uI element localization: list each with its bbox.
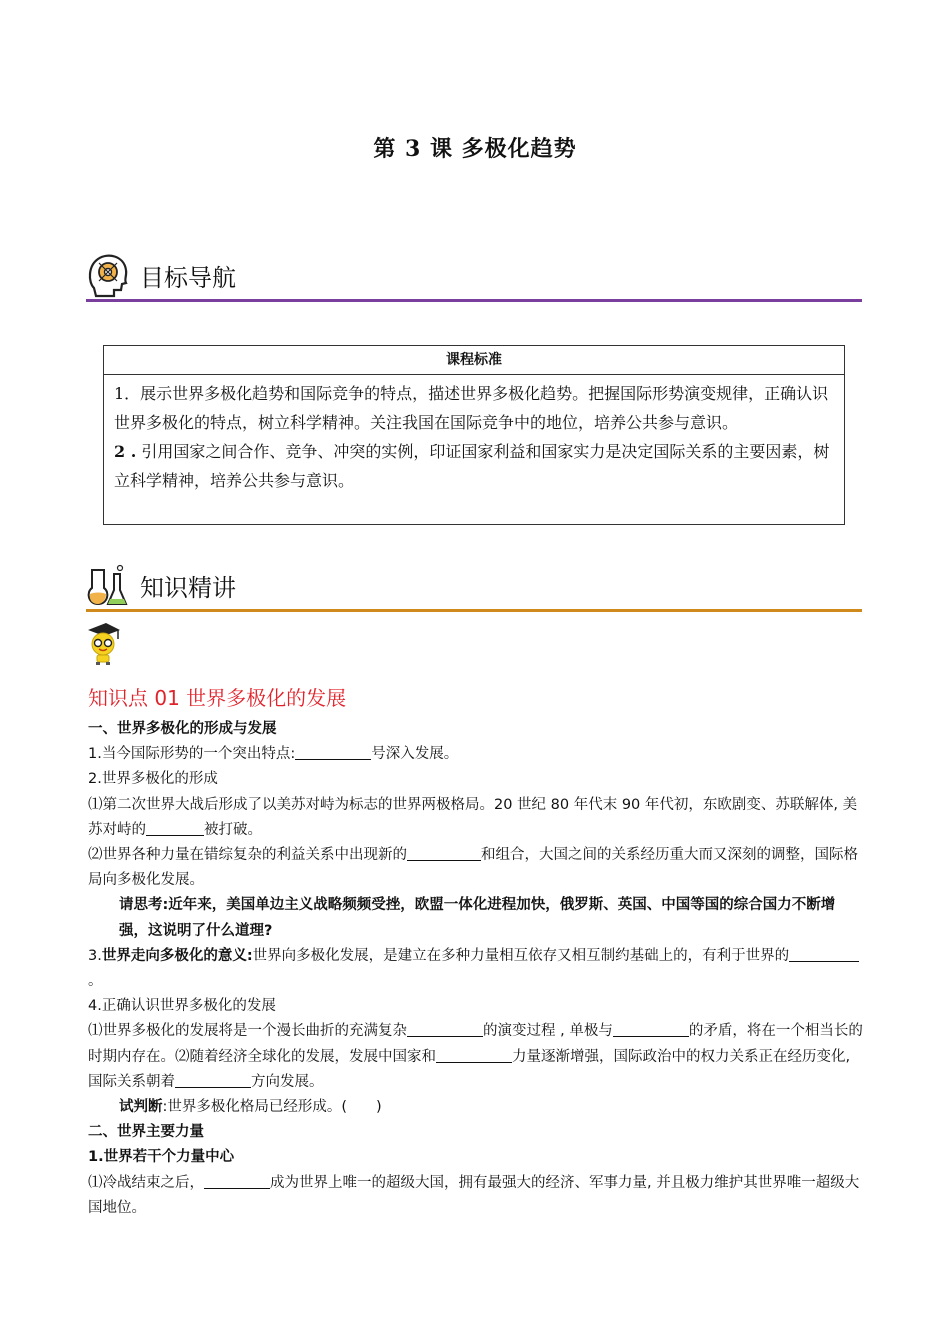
fill-blank[interactable]	[407, 1020, 483, 1037]
item-1-text-end: 号深入发展。	[371, 746, 459, 763]
heading-3: 1.世界若干个力量中心	[88, 1149, 235, 1166]
item-2-2-text: ⑵世界各种力量在错综复杂的利益关系中出现新的	[88, 847, 407, 864]
item-3	[88, 944, 864, 994]
standard-item-2-number: 2 .	[114, 442, 137, 461]
standards-box	[103, 345, 845, 525]
section-label: 知识精讲	[140, 574, 236, 602]
item-2: 2.世界多极化的形成	[88, 771, 218, 788]
item-4-1-text-4: 力量逐渐增强，国际政治中的权力关系正在经历变化, 国际关系朝着	[88, 1048, 851, 1090]
item-1	[88, 742, 864, 767]
judge-label: 试判断	[119, 1099, 163, 1116]
item-4-1-text-3: 的矛盾，将在一个相当长的时期内存在。⑵随着经济全球化的发展，发展中国家和	[88, 1023, 863, 1065]
lab-flask-icon	[86, 562, 130, 608]
item-4-1-text-end: 方向发展。	[251, 1073, 324, 1090]
judge-prompt	[88, 1095, 864, 1120]
fill-blank[interactable]	[613, 1020, 689, 1037]
item-4-1-text: ⑴世界多极化的发展将是一个漫长曲折的充满复杂	[88, 1023, 407, 1040]
section-rule	[86, 609, 862, 612]
item-3-text: 世界向多极化发展，是建立在多种力量相互依存又相互制约基础上的，有利于世界的	[252, 947, 790, 964]
knowledge-point-title: 知识点 01 世界多极化的发展	[88, 686, 347, 710]
item-4-1	[88, 1019, 864, 1095]
item-5-text-end: 成为世界上唯一的超级大国，拥有最强大的经济、军事力量, 并且极力维护其世界唯一超级大国地位。	[88, 1174, 860, 1216]
heading-1: 一、世界多极化的形成与发展	[88, 721, 277, 737]
fill-blank[interactable]	[175, 1071, 251, 1088]
page-title: 第 3 课 多极化趋势	[373, 136, 577, 162]
item-3-number: 3.	[88, 947, 102, 964]
fill-blank[interactable]	[204, 1172, 270, 1189]
item-3-bold: 世界走向多极化的意义:	[101, 947, 253, 964]
fill-blank[interactable]	[789, 945, 859, 962]
item-1-text: 1.当今国际形势的一个突出特点:	[88, 746, 296, 763]
fill-blank[interactable]	[146, 819, 204, 836]
head-gears-icon	[86, 252, 130, 298]
knowledge-content	[88, 717, 864, 1221]
standard-item-2	[114, 437, 834, 495]
fill-blank[interactable]	[295, 743, 371, 760]
item-2-2-text-end: 和组合，大国之间的关系经历重大而又深刻的调整，国际格局向多极化发展。	[88, 847, 858, 889]
heading-2: 二、世界主要力量	[88, 1124, 204, 1141]
item-4: 4.正确认识世界多极化的发展	[88, 998, 276, 1015]
item-4-1-text-2: 的演变过程 , 单极与	[483, 1023, 613, 1040]
standards-body	[104, 375, 844, 495]
standard-item-1: 1．展示世界多极化趋势和国际竞争的特点，描述世界多极化趋势。把握国际形势演变规律，正确认识世界多极化的特点，树立科学精神。关注我国在国际竞争中的地位，培养公共参与意识。	[114, 384, 829, 432]
section-rule	[86, 299, 862, 302]
fill-blank[interactable]	[407, 844, 481, 861]
item-2-1	[88, 793, 864, 843]
item-2-1-text-end: 被打破。	[204, 821, 262, 838]
item-5-text: ⑴冷战结束之后，	[88, 1174, 204, 1191]
judge-text: :世界多极化格局已经形成。( )	[162, 1099, 382, 1116]
section-header-goals	[86, 252, 862, 302]
section-header-knowledge	[86, 562, 862, 612]
graduate-mascot-icon	[86, 620, 122, 666]
item-5	[88, 1171, 864, 1221]
standards-header: 课程标准	[104, 346, 844, 375]
standard-item-2-text: 引用国家之间合作、竞争、冲突的实例，印证国家利益和国家实力是决定国际关系的主要因素，树立科学精神，培养公共参与意识。	[114, 442, 830, 490]
item-3-text-end: 。	[88, 973, 103, 990]
think-prompt: 请思考:近年来，美国单边主义战略频频受挫，欧盟一体化进程加快，俄罗斯、英国、中国等国的综合国力不断增强，这说明了什么道理?	[119, 897, 836, 939]
item-2-2	[88, 843, 864, 893]
item-2-1-text: ⑴第二次世界大战后形成了以美苏对峙为标志的世界两极格局。20 世纪 80 年代末 90 年代初，东欧剧变、苏联解体, 美苏对峙的	[88, 796, 858, 838]
section-label: 目标导航	[140, 264, 236, 292]
fill-blank[interactable]	[436, 1046, 512, 1063]
